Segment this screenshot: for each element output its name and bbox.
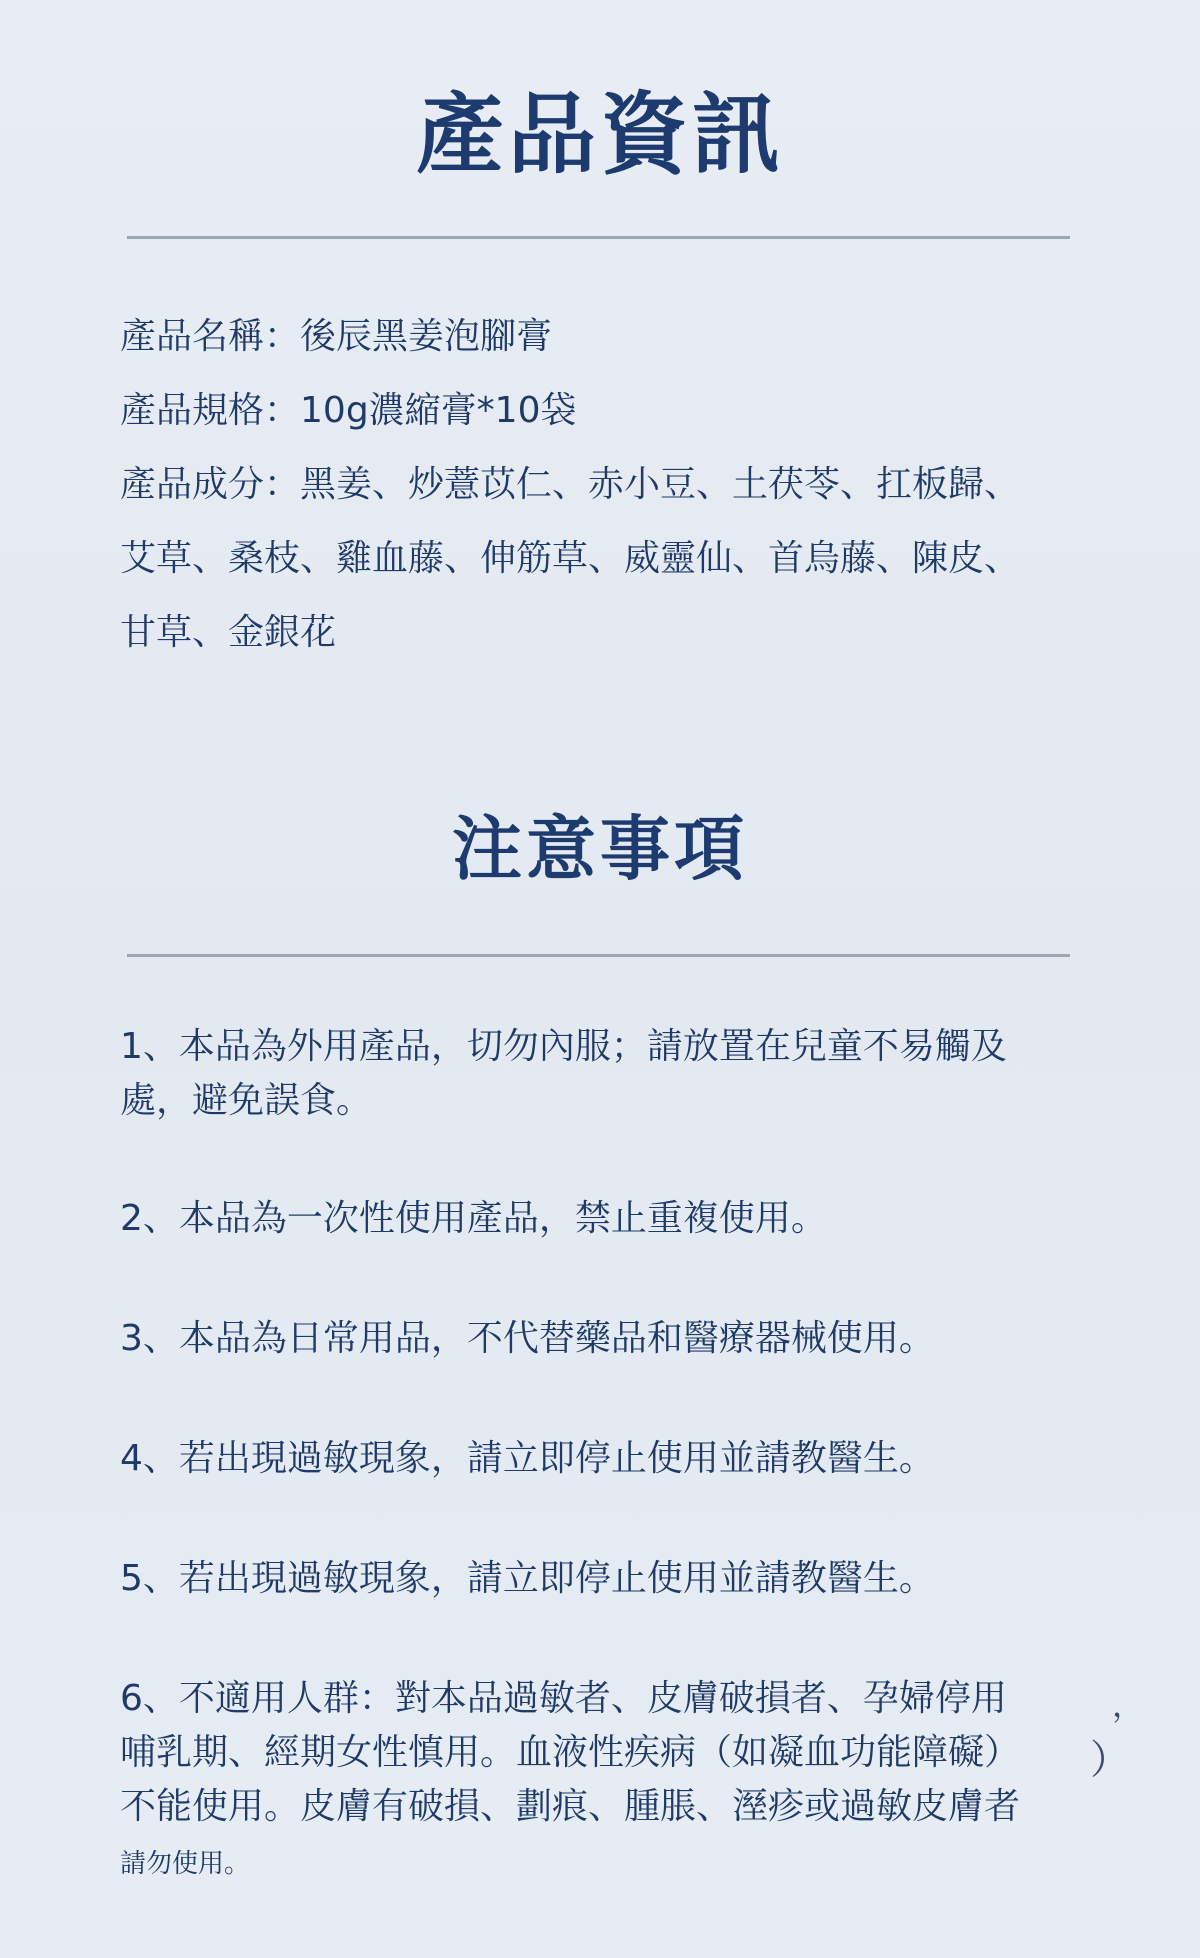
notice-item-2: 2、本品為一次性使用產品，禁止重複使用。 [120, 1198, 827, 1239]
notice-item-6 [120, 1672, 1070, 1894]
product-name-row [120, 300, 1070, 374]
product-ingredients-line1: 黑姜、炒薏苡仁、赤小豆、土茯苓、扛板歸、 [300, 464, 1021, 505]
product-spec-label: 產品規格： [120, 390, 301, 431]
product-spec-row [120, 374, 1070, 448]
notice-list [120, 1020, 1070, 1958]
notice-item-6-line1: 6、不適用人群：對本品過敏者、皮膚破損者、孕婦停用 [120, 1678, 1007, 1719]
notice-item-4: 4、若出現過敏現象，請立即停止使用並請教醫生。 [120, 1438, 935, 1479]
stray-paren: ） [1090, 1737, 1130, 1783]
product-ingredients-row [120, 448, 1070, 522]
notice-item-6-line2: 哺乳期、經期女性慎用。血液性疾病（如凝血功能障礙） [120, 1732, 1021, 1773]
product-name-label: 產品名稱： [120, 316, 301, 357]
notice-item-6-line4: 請勿使用。 [120, 1849, 251, 1879]
notice-item-5: 5、若出現過敏現象，請立即停止使用並請教醫生。 [120, 1558, 935, 1599]
product-spec-value: 10g濃縮膏*10袋 [300, 390, 577, 431]
notice-item-1-line2: 處，避免誤食。 [120, 1080, 373, 1121]
product-ingredients-line2: 艾草、桑枝、雞血藤、伸筋草、威靈仙、首烏藤、陳皮、 [120, 538, 1021, 579]
product-ingredients-line3: 甘草、金銀花 [120, 612, 337, 653]
section-divider [127, 954, 1070, 957]
notice-item-1-line1: 1、本品為外用產品，切勿內服；請放置在兒童不易觸及 [120, 1026, 1007, 1067]
notice-title: 注意事項 [452, 808, 748, 890]
product-info-block [120, 300, 1070, 670]
section-divider [127, 236, 1070, 239]
product-info-title: 產品資訊 [415, 83, 784, 186]
stray-comma: ， [1112, 1686, 1145, 1724]
product-name-value: 後辰黑姜泡腳膏 [300, 316, 553, 357]
notice-item-1 [120, 1020, 1070, 1128]
product-ingredients-label: 產品成分： [120, 464, 301, 505]
notice-item-6-line3: 不能使用。皮膚有破損、劃痕、腫脹、溼疹或過敏皮膚者 [120, 1786, 1021, 1827]
notice-item-3: 3、本品為日常用品，不代替藥品和醫療器械使用。 [120, 1318, 935, 1359]
